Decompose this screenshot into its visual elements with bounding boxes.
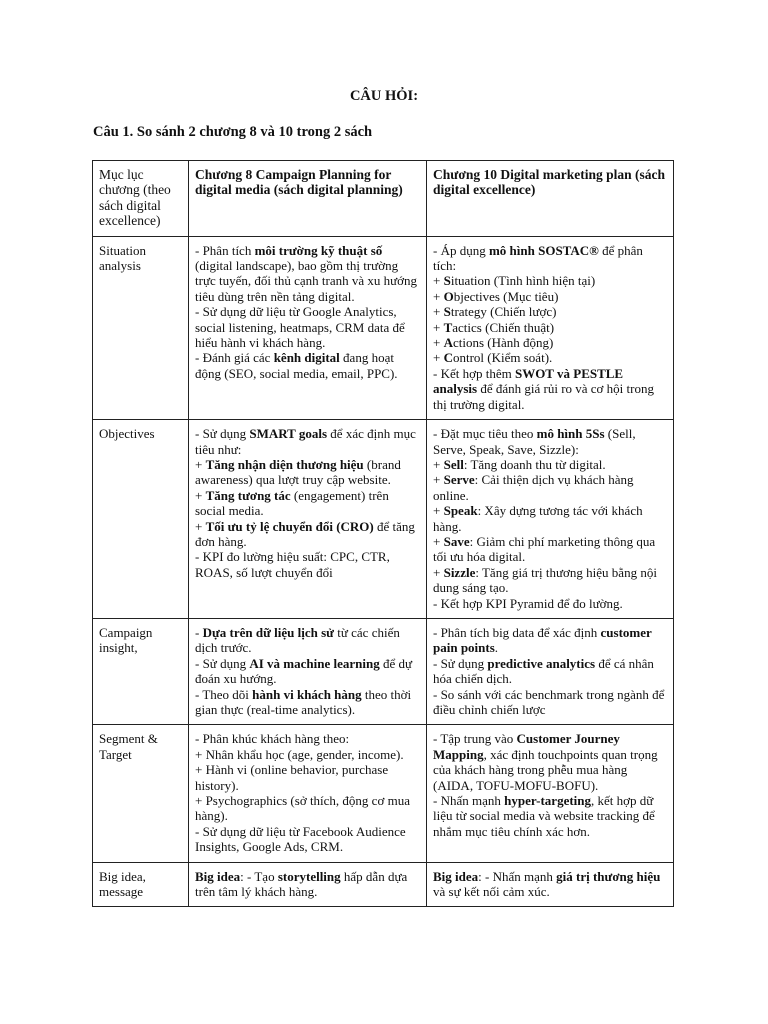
text: ituation (Tình hình hiện tại) bbox=[450, 273, 596, 289]
text: : Xây dựng tương tác với khách hàng. bbox=[433, 503, 643, 534]
text: : - Nhấn mạnh bbox=[478, 868, 557, 884]
bold-text: S bbox=[443, 273, 451, 289]
cell-line bbox=[433, 472, 667, 503]
text: + bbox=[433, 472, 444, 488]
cell-line bbox=[195, 350, 420, 381]
text: - Theo dõi bbox=[195, 686, 253, 702]
bold-text: customer pain points bbox=[433, 624, 652, 656]
bold-text: hành vi khách hàng bbox=[252, 686, 362, 702]
cell-line bbox=[195, 519, 420, 550]
bold-text: Sizzle bbox=[443, 564, 476, 580]
cell-line bbox=[195, 869, 420, 900]
cell-line bbox=[195, 747, 420, 762]
bold-text: O bbox=[443, 288, 454, 304]
cell-line bbox=[433, 869, 667, 900]
text: : - Tạo bbox=[240, 868, 278, 884]
cell-line bbox=[433, 596, 667, 611]
text: + bbox=[433, 288, 444, 304]
cell-line bbox=[195, 731, 420, 746]
text: - Phân tích bbox=[195, 242, 255, 258]
cell-line bbox=[433, 687, 667, 718]
text: + Hành vi (online behavior, purchase history). bbox=[195, 762, 389, 793]
text: + bbox=[433, 456, 444, 472]
text: hấp dẫn dựa trên tâm lý khách hàng. bbox=[195, 868, 408, 900]
text: - KPI đo lường hiệu suất: CPC, CTR, ROAS, số lượt chuyển đổi bbox=[195, 549, 390, 580]
chapter-10-cell bbox=[427, 618, 674, 724]
table-row bbox=[93, 236, 674, 419]
bold-text: C bbox=[443, 350, 453, 366]
document-title: CÂU HỎI: bbox=[349, 88, 419, 104]
cell-line bbox=[195, 426, 420, 457]
text: - Đặt mục tiêu theo bbox=[433, 426, 537, 442]
text: để cá nhân hóa chiến dịch. bbox=[433, 655, 654, 687]
bold-text: Speak bbox=[443, 503, 478, 519]
cell-line bbox=[433, 350, 667, 365]
cell-line bbox=[195, 243, 420, 305]
text: trategy (Chiến lược) bbox=[450, 304, 557, 320]
bold-text: Customer Journey Mapping bbox=[433, 731, 620, 762]
text: + bbox=[195, 456, 206, 472]
text: actics (Chiến thuật) bbox=[452, 319, 555, 335]
bold-text: Sell bbox=[443, 456, 464, 472]
bold-text: Big idea bbox=[433, 868, 479, 884]
table-row bbox=[93, 618, 674, 724]
text: - Sử dụng bbox=[195, 655, 250, 671]
text: - Kết hợp KPI Pyramid để đo lường. bbox=[433, 595, 623, 611]
text: để đánh giá rủi ro và cơ hội trong thị trường digital. bbox=[433, 381, 654, 412]
chapter-10-cell bbox=[427, 236, 674, 419]
text: + bbox=[195, 487, 206, 503]
cell-line bbox=[195, 656, 420, 687]
text: ctions (Hành động) bbox=[452, 335, 554, 351]
bold-text: hyper-targeting bbox=[504, 793, 592, 809]
cell-line bbox=[433, 565, 667, 596]
text: + bbox=[433, 319, 444, 335]
text: từ các chiến dịch trước. bbox=[195, 624, 400, 656]
chapter-8-cell bbox=[189, 618, 427, 724]
cell-line bbox=[433, 534, 667, 565]
bold-text: predictive analytics bbox=[487, 655, 596, 671]
table-row bbox=[93, 420, 674, 619]
bold-text: S bbox=[443, 304, 451, 320]
text: ontrol (Kiểm soát). bbox=[452, 350, 553, 366]
cell-line bbox=[195, 625, 420, 656]
text: + bbox=[433, 564, 444, 580]
bold-text: môi trường kỹ thuật số bbox=[254, 242, 383, 258]
text: + bbox=[433, 273, 444, 289]
text: - So sánh với các benchmark trong ngành để điều chỉnh chiến lược bbox=[433, 686, 665, 717]
text: - Kết hợp thêm bbox=[433, 365, 515, 381]
cell-line bbox=[433, 625, 667, 656]
chapter-8-cell bbox=[189, 725, 427, 862]
bold-text: mô hình SOSTAC® bbox=[488, 242, 599, 258]
text: (brand awareness) qua lượt truy cập website. bbox=[195, 456, 401, 488]
text: - Sử dụng bbox=[195, 426, 250, 442]
text: - Đánh giá các bbox=[195, 350, 274, 366]
header-chapter-8: Chương 8 Campaign Planning for digital media (sách digital planning) bbox=[189, 161, 427, 237]
row-label: Objectives bbox=[93, 420, 189, 619]
chapter-10-cell bbox=[427, 725, 674, 862]
text: - Nhấn mạnh bbox=[433, 793, 505, 809]
bold-text: mô hình 5Ss bbox=[536, 426, 605, 442]
bold-text: Save bbox=[443, 533, 470, 549]
text: , kết hợp dữ liệu từ social media và website tracking để nhắm mục tiêu chính xác hơn. bbox=[433, 793, 655, 839]
row-label: Situation analysis bbox=[93, 236, 189, 419]
cell-line bbox=[433, 793, 667, 839]
text: bjectives (Mục tiêu) bbox=[453, 288, 559, 304]
cell-line bbox=[433, 656, 667, 687]
table-header-row bbox=[93, 161, 674, 237]
cell-line bbox=[195, 488, 420, 519]
cell-line bbox=[195, 762, 420, 793]
cell-line bbox=[433, 426, 667, 457]
text: : Tăng doanh thu từ digital. bbox=[463, 456, 606, 472]
text: : Giảm chi phí marketing thông qua tối ưu hóa digital. bbox=[433, 533, 656, 565]
bold-text: SMART goals bbox=[249, 426, 328, 442]
text: để dự đoán xu hướng. bbox=[195, 655, 413, 687]
bold-text: Tăng nhận diện thương hiệu bbox=[205, 456, 364, 472]
text: (Sell, Serve, Speak, Save, Sizzle): bbox=[433, 426, 636, 457]
question-heading: Câu 1. So sánh 2 chương 8 và 10 trong 2 sách bbox=[93, 124, 373, 140]
text: + Psychographics (sở thích, động cơ mua hàng). bbox=[195, 793, 410, 824]
text: + bbox=[433, 503, 444, 519]
cell-line bbox=[433, 243, 667, 274]
cell-line bbox=[433, 457, 667, 472]
text: - Sử dụng bbox=[433, 655, 488, 671]
cell-line bbox=[195, 457, 420, 488]
cell-line bbox=[195, 687, 420, 718]
header-toc: Mục lục chương (theo sách digital excellence) bbox=[93, 161, 189, 237]
comparison-table bbox=[92, 160, 674, 907]
bold-text: T bbox=[443, 319, 453, 335]
text: để phân tích: bbox=[433, 242, 643, 274]
bold-text: AI và machine learning bbox=[249, 655, 380, 671]
cell-line bbox=[433, 335, 667, 350]
bold-text: Dựa trên dữ liệu lịch sử bbox=[202, 624, 334, 640]
cell-line bbox=[433, 289, 667, 304]
cell-line bbox=[433, 273, 667, 288]
cell-line bbox=[195, 304, 420, 350]
text: . bbox=[494, 640, 499, 656]
bold-text: giá trị thương hiệu bbox=[556, 868, 661, 884]
table-row bbox=[93, 725, 674, 862]
cell-line bbox=[433, 366, 667, 412]
text: - Sử dụng dữ liệu từ Google Analytics, social listening, heatmaps, CRM data để hiểu hành vi khách hàng. bbox=[195, 304, 405, 351]
text: : Tăng giá trị thương hiệu bằng nội dung sáng tạo. bbox=[433, 564, 657, 596]
text: - Phân tích big data để xác định bbox=[433, 624, 601, 640]
text: - Phân khúc khách hàng theo: bbox=[195, 731, 350, 747]
bold-text: A bbox=[443, 335, 453, 351]
cell-line bbox=[195, 824, 420, 855]
text: theo thời gian thực (real-time analytics). bbox=[195, 686, 412, 717]
text: - Sử dụng dữ liệu từ Facebook Audience Insights, Google Ads, CRM. bbox=[195, 823, 406, 855]
text: + bbox=[433, 533, 444, 549]
cell-line bbox=[195, 549, 420, 580]
text: , xác định touchpoints quan trọng của khách hàng trong phễu mua hàng (AIDA, TOFU-MOFU-BOFU). bbox=[433, 746, 658, 793]
text: để tăng đơn hàng. bbox=[195, 518, 415, 549]
text: (digital landscape), bao gồm thị trường trực tuyến, đối thủ cạnh tranh và xu hướng tiêu dùng trên nền tảng digital. bbox=[195, 258, 418, 304]
cell-line bbox=[433, 503, 667, 534]
cell-line bbox=[433, 731, 667, 793]
text: - Áp dụng bbox=[433, 242, 489, 258]
header-chapter-10: Chương 10 Digital marketing plan (sách digital excellence) bbox=[427, 161, 674, 237]
text: + bbox=[195, 518, 206, 534]
table-row bbox=[93, 862, 674, 907]
row-label: Campaign insight, bbox=[93, 618, 189, 724]
chapter-10-cell bbox=[427, 862, 674, 907]
text: + bbox=[433, 304, 444, 320]
text: + bbox=[433, 350, 444, 366]
text: + Nhân khẩu học (age, gender, income). bbox=[195, 746, 404, 762]
bold-text: Tối ưu tỷ lệ chuyển đổi (CRO) bbox=[205, 518, 374, 534]
chapter-10-cell bbox=[427, 420, 674, 619]
text: : Cải thiện dịch vụ khách hàng online. bbox=[433, 472, 634, 503]
text: - bbox=[195, 624, 203, 640]
row-label: Big idea, message bbox=[93, 862, 189, 907]
text: để xác định mục tiêu như: bbox=[195, 426, 416, 457]
cell-line bbox=[433, 320, 667, 335]
chapter-8-cell bbox=[189, 420, 427, 619]
text: + bbox=[433, 335, 444, 351]
text: đang hoạt động (SEO, social media, email, PPC). bbox=[195, 350, 398, 381]
text: - Tập trung vào bbox=[433, 731, 517, 747]
text: (engagement) trên social media. bbox=[195, 487, 389, 519]
cell-line bbox=[433, 304, 667, 319]
bold-text: SWOT và PESTLE analysis bbox=[433, 365, 624, 397]
bold-text: Big idea bbox=[195, 868, 241, 884]
cell-line bbox=[195, 793, 420, 824]
bold-text: Tăng tương tác bbox=[205, 487, 291, 503]
bold-text: kênh digital bbox=[273, 350, 340, 366]
bold-text: storytelling bbox=[277, 868, 341, 884]
chapter-8-cell bbox=[189, 862, 427, 907]
chapter-8-cell bbox=[189, 236, 427, 419]
text: và sự kết nối cảm xúc. bbox=[433, 884, 550, 900]
bold-text: Serve bbox=[443, 472, 475, 488]
row-label: Segment & Target bbox=[93, 725, 189, 862]
